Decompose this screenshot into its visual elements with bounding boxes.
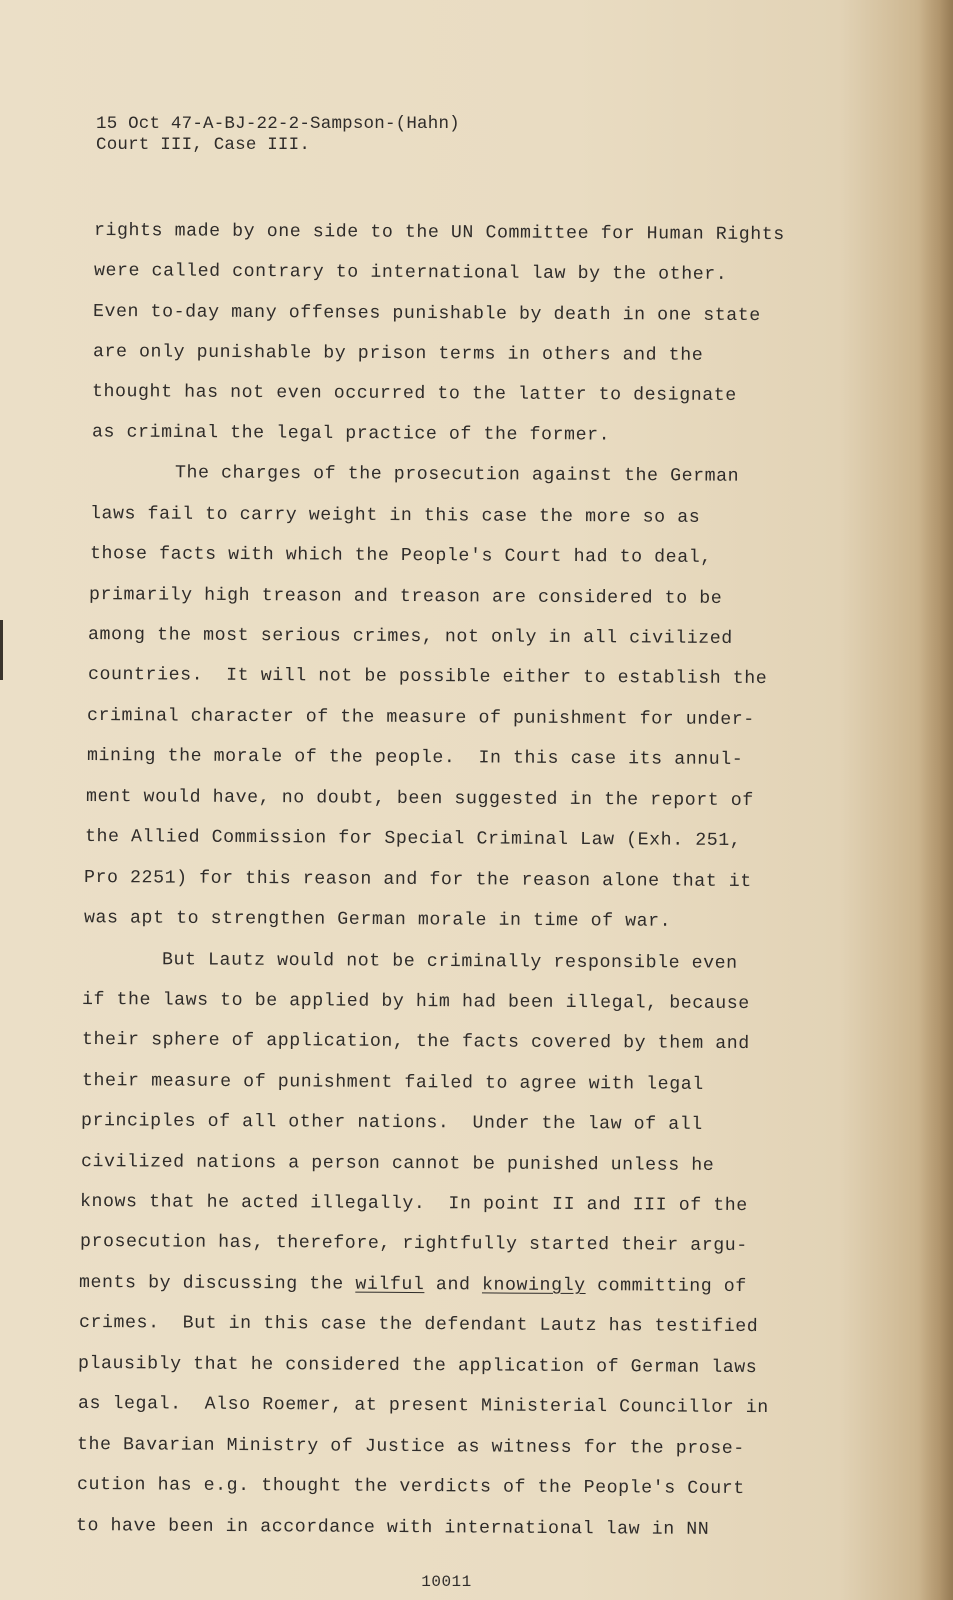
text-line-27-start: ments by discussing the (78, 1272, 356, 1295)
text-line-19: But Lautz would not be criminally responsible even (161, 950, 738, 974)
text-line-2: were called contrary to international law by the other. (93, 261, 728, 285)
text-line-23: principles of all other nations. Under the law of all (80, 1111, 703, 1135)
text-line-27-end: committing of (585, 1276, 747, 1298)
text-line-31: the Bavarian Ministry of Justice as witness for the prose- (76, 1434, 745, 1460)
text-line-10: primarily high treason and treason are considered to be (88, 585, 723, 609)
text-line-9: those facts with which the People's Court had to deal, (89, 544, 712, 568)
text-line-27-middle: and (424, 1275, 483, 1296)
text-line-17: Pro 2251) for this reason and for the reason alone that it (83, 867, 752, 893)
knowingly-underlined: knowingly (481, 1275, 586, 1297)
text-line-33: to have been in accordance with international law in NN (75, 1516, 710, 1540)
document-header (96, 114, 460, 156)
text-line-15: ment would have, no doubt, been suggested in the report of (85, 786, 754, 812)
text-line-22: their measure of punishment failed to agree with legal (81, 1071, 704, 1095)
page-number: 10011 (421, 1573, 472, 1591)
text-line-32: cution has e.g. thought the verdicts of the People's Court (76, 1474, 745, 1500)
text-line-8: laws fail to carry weight in this case the more so as (89, 504, 701, 528)
text-line-21: their sphere of application, the facts covered by them and (81, 1029, 750, 1055)
text-line-28: crimes. But in this case the defendant Lautz has testified (78, 1312, 759, 1338)
text-line-27 (79, 1272, 747, 1298)
text-line-3: Even to-day many offenses punishable by death in one state (92, 301, 761, 327)
text-line-12: countries. It will not be possible either to establish the (87, 664, 768, 690)
text-line-13: criminal character of the measure of punishment for under- (86, 705, 755, 731)
margin-mark (0, 620, 3, 680)
page-edge-shadow (919, 0, 953, 1600)
header-reference: 15 Oct 47-A-BJ-22-2-Sampson-(Hahn) (96, 114, 460, 134)
text-line-20: if the laws to be applied by him had been illegal, because (81, 989, 750, 1015)
text-line-5: thought has not even occurred to the latter to designate (91, 382, 737, 406)
text-line-16: the Allied Commission for Special Criminal Law (Exh. 251, (84, 826, 742, 852)
header-court: Court III, Case III. (96, 135, 311, 155)
text-line-11: among the most serious crimes, not only in all civilized (87, 625, 733, 649)
text-line-29: plausibly that he considered the application of German laws (77, 1353, 758, 1379)
text-line-25: knows that he acted illegally. In point II and III of the (79, 1191, 748, 1217)
text-line-26: prosecution has, therefore, rightfully started their argu- (79, 1231, 748, 1257)
text-line-14: mining the morale of the people. In this case its annul- (86, 745, 744, 771)
text-line-18: was apt to strengthen German morale in time of war. (83, 908, 672, 932)
wilful-underlined: wilful (355, 1274, 425, 1296)
text-line-7: The charges of the prosecution against the German (174, 463, 740, 487)
text-line-30: as legal. Also Roemer, at present Ministerial Councillor in (77, 1393, 769, 1419)
text-line-4: are only punishable by prison terms in others and the (92, 342, 704, 366)
text-line-1: rights made by one side to the UN Committee for Human Rights (93, 220, 785, 246)
text-line-24: civilized nations a person cannot be punished unless he (80, 1152, 715, 1176)
text-line-6: as criminal the legal practice of the former. (91, 422, 611, 446)
